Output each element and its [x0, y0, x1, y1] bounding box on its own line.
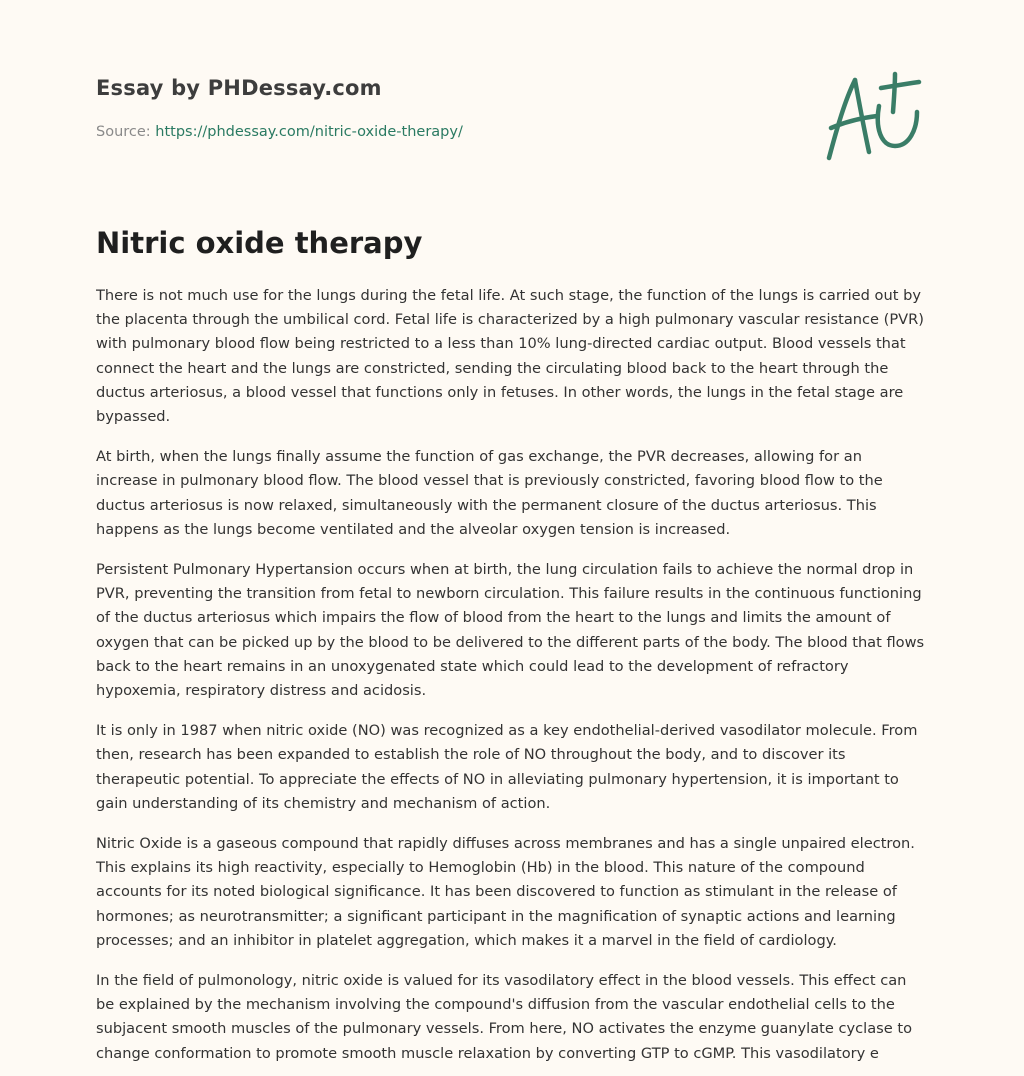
essay-paragraph: It is only in 1987 when nitric oxide (NO) was recognized as a key endothelial-derived vasodilator molecule. From then, research has been expanded to establish the role of NO throughout the body, and to discover its therapeutic potential. To appreciate the effects of NO in alleviating pulmonary hypertension, it is important to gain understanding of its chemistry and mechanism of action. — [96, 722, 918, 812]
a-plus-icon — [823, 66, 929, 166]
essay-paragraph: In the field of pulmonology, nitric oxide is valued for its vasodilatory effect in the blood vessels. This effect can be explained by the mechanism involving the compound's diffusion from the vascular endothelial cells to the subjacent smooth muscles of the pulmonary vessels. From here, NO activates the enzyme guanylate cyclase to change conformation to promote smooth muscle relaxation by converting GTP to cGMP. This vasodilatory e — [96, 972, 913, 1062]
essay-paragraph: There is not much use for the lungs during the fetal life. At such stage, the function of the lungs is carried out by the placenta through the umbilical cord. Fetal life is characterized by a high pulmonary vascular resistance (PVR) with pulmonary blood flow being restricted to a less than 10% lung-directed cardiac output. Blood vessels that connect the heart and the lungs are constricted, sending the circulating blood back to the heart through the ductus arteriosus, a blood vessel that functions only in fetuses. In other words, the lungs in the fetal stage are bypassed. — [96, 287, 924, 426]
essay-paragraph: Persistent Pulmonary Hypertansion occurs when at birth, the lung circulation fails to achieve the normal drop in PVR, preventing the transition from fetal to newborn circulation. This failure results in the continuous functioning of the ductus arteriosus which impairs the flow of blood from the heart to the lungs and limits the amount of oxygen that can be picked up by the blood to be delivered to the different parts of the body. The blood that flows back to the heart remains in an unoxygenated state which could lead to the development of refractory hypoxemia, respiratory distress and acidosis. — [96, 561, 925, 700]
essay-paragraph: At birth, when the lungs finally assume the function of gas exchange, the PVR decreases, allowing for an increase in pulmonary blood flow. The blood vessel that is previously constricted, favoring blood flow to the ductus arteriosus is now relaxed, simultaneously with the permanent closure of the ductus arteriosus. This happens as the lungs become ventilated and the alveolar oxygen tension is increased. — [96, 448, 883, 538]
source-link[interactable]: https://phdessay.com/nitric-oxide-therapy/ — [155, 124, 463, 140]
source-line — [96, 124, 463, 140]
essay-title: Nitric oxide therapy — [96, 226, 423, 260]
essay-body — [96, 284, 928, 1076]
brand-title: Essay by PHDessay.com — [96, 76, 382, 100]
essay-paragraph: Nitric Oxide is a gaseous compound that rapidly diffuses across membranes and has a single unpaired electron. This explains its high reactivity, especially to Hemoglobin (Hb) in the blood. This nature of the compound accounts for its noted biological significance. It has been discovered to function as stimulant in the release of hormones; as neurotransmitter; a significant participant in the magnification of synaptic actions and learning processes; and an inhibitor in platelet aggregation, which makes it a marvel in the field of cardiology. — [96, 835, 915, 949]
source-label: Source: — [96, 124, 156, 140]
